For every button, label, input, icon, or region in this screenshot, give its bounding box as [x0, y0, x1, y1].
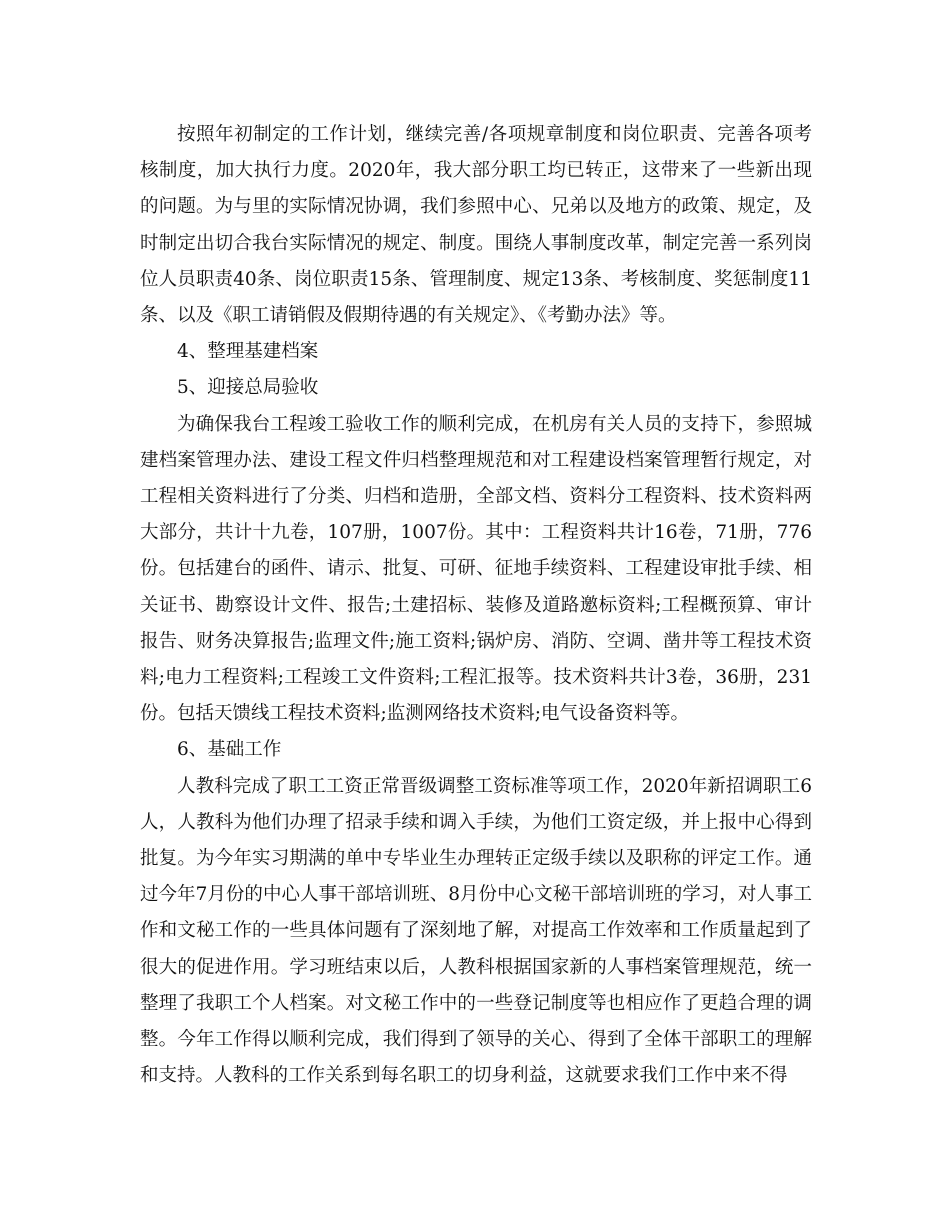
paragraph-archive-details: 为确保我台工程竣工验收工作的顺利完成，在机房有关人员的支持下，参照城建档案管理办法、建设工程文件归档整理规范和对工程建设档案管理暂行规定，对工程相关资料进行了分类、归档和造册，全部文档、资料分工程资料、技术资料两大部分，共计十九卷，107册，1007份。其中：工程资料共计16卷，71册，776份。包括建台的函件、请示、批复、可研、征地手续资料、工程建设审批手续、相关证书、勘察设计文件、报告;土建招标、装修及道路邀标资料;工程概预算、审计报告、财务决算报告;监理文件;施工资料;锅炉房、消防、空调、凿井等工程技术资料;电力工程资料;工程竣工文件资料;工程汇报等。技术资料共计3卷，36册，231份。包括天馈线工程技术资料;监测网络技术资料;电气设备资料等。 [140, 413, 812, 725]
heading-basic-work: 6、基础工作 [177, 739, 282, 761]
paragraph-personnel-work: 人教科完成了职工工资正常晋级调整工资标准等项工作，2020年新招调职工6人，人教科为他们办理了招录手续和调入手续，为他们工资定级，并上报中心得到批复。为今年实习期满的单中专毕业生办理转正定级手续以及职称的评定工作。通过今年7月份的中心人事干部培训班、8月份中心文秘干部培训班的学习，对人事工作和文秘工作的一些具体问题有了深刻地了解，对提高工作效率和工作质量起到了很大的促进作用。学习班结束以后，人教科根据国家新的人事档案管理规范，统一整理了我职工个人档案。对文秘工作中的一些登记制度等也相应作了更趋合理的调整。今年工作得以顺利完成，我们得到了领导的关心、得到了全体干部职工的理解和支持。人教科的工作关系到每名职工的切身利益，这就要求我们工作中来不得 [140, 775, 812, 1087]
heading-archive-organization: 4、整理基建档案 [177, 341, 319, 363]
heading-acceptance-inspection: 5、迎接总局验收 [177, 377, 319, 399]
paragraph-regulations: 按照年初制定的工作计划，继续完善/各项规章制度和岗位职责、完善各项考核制度，加大执行力度。2020年，我大部分职工均已转正，这带来了一些新出现的问题。为与里的实际情况协调，我们参照中心、兄弟以及地方的政策、规定，及时制定出切合我台实际情况的规定、制度。围绕人事制度改革，制定完善一系列岗位人员职责40条、岗位职责15条、管理制度、规定13条、考核制度、奖惩制度11条、以及《职工请销假及假期待遇的有关规定》、《考勤办法》等。 [140, 124, 812, 327]
document-body [140, 117, 812, 1094]
